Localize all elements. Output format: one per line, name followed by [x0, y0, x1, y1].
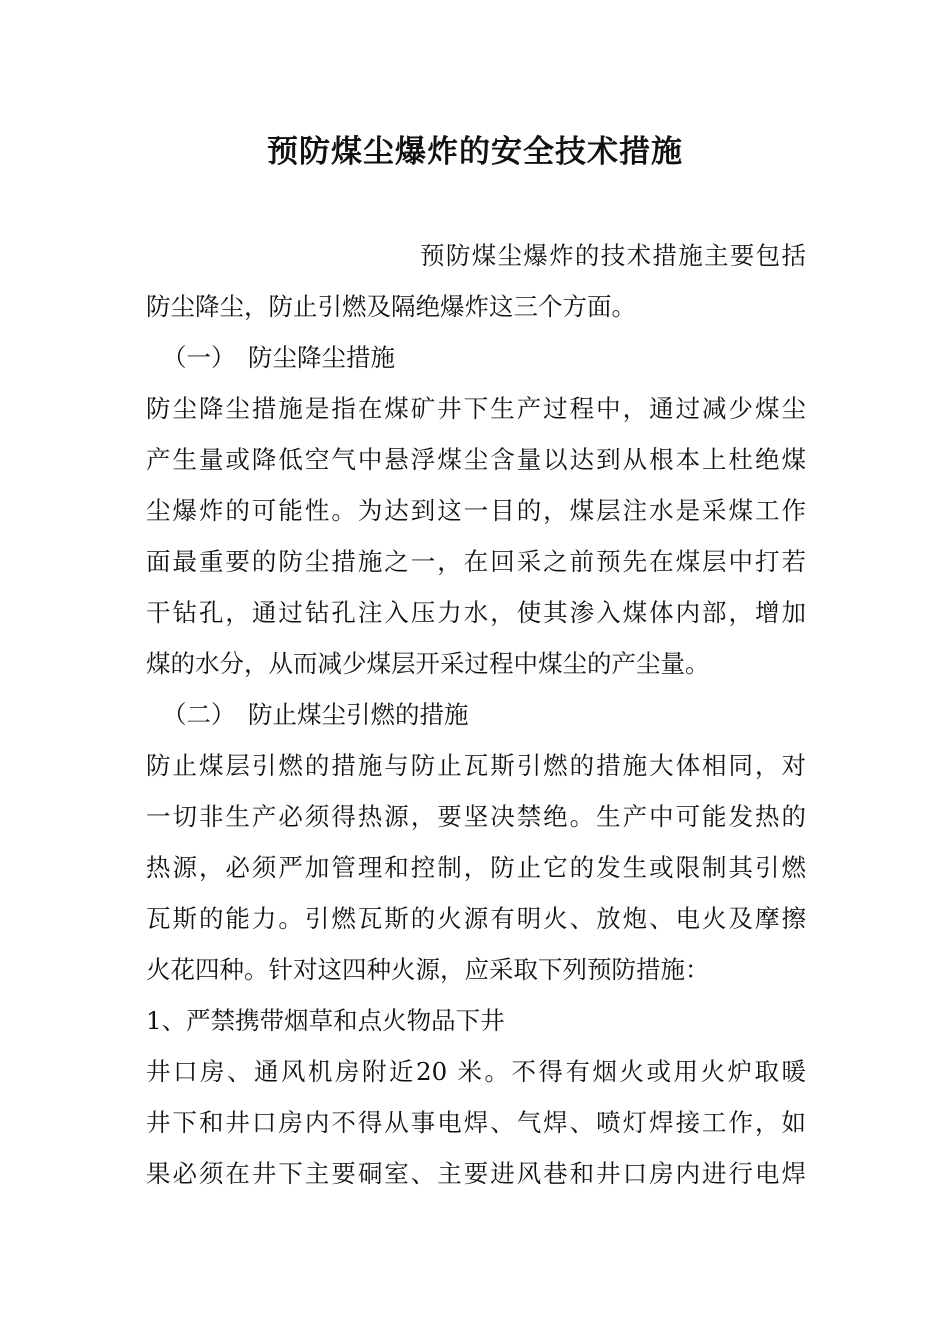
list-item-heading: 1、严禁携带烟草和点火物品下井 [146, 1006, 505, 1035]
paragraph-line: 面最重要的防尘措施之一，在回采之前预先在煤层中打若 [146, 547, 806, 576]
paragraph-line: 井口房、通风机房附近20 米。不得有烟火或用火炉取暖 [146, 1057, 806, 1086]
paragraph-line: 产生量或降低空气中悬浮煤尘含量以达到从根本上杜绝煤 [146, 445, 806, 474]
paragraph-line: 热源，必须严加管理和控制，防止它的发生或限制其引燃 [146, 853, 806, 882]
section-number-1: （一） [162, 343, 236, 372]
section-title-1: 防尘降尘措施 [248, 343, 395, 372]
paragraph-line: 瓦斯的能力。引燃瓦斯的火源有明火、放炮、电火及摩擦 [146, 904, 806, 933]
paragraph-line: 火花四种。针对这四种火源，应采取下列预防措施： [146, 955, 710, 984]
paragraph-line: 尘爆炸的可能性。为达到这一目的，煤层注水是采煤工作 [146, 496, 806, 525]
intro-line-1: 预防煤尘爆炸的技术措施主要包括 [420, 241, 806, 270]
paragraph-line: 井下和井口房内不得从事电焊、气焊、喷灯焊接工作，如 [146, 1108, 806, 1137]
intro-line-2: 防尘降尘，防止引燃及隔绝爆炸这三个方面。 [146, 292, 636, 321]
paragraph-line: 干钻孔，通过钻孔注入压力水，使其渗入煤体内部，增加 [146, 598, 806, 627]
paragraph-line: 果必须在井下主要硐室、主要进风巷和井口房内进行电焊 [146, 1159, 806, 1188]
paragraph-line: 煤的水分，从而减少煤层开采过程中煤尘的产尘量。 [146, 649, 710, 678]
section-number-2: （二） [162, 700, 236, 729]
paragraph-line: 一切非生产必须得热源，要坚决禁绝。生产中可能发热的 [146, 802, 806, 831]
section-title-2: 防止煤尘引燃的措施 [248, 700, 469, 729]
document-title: 预防煤尘爆炸的安全技术措施 [267, 134, 683, 170]
paragraph-line: 防尘降尘措施是指在煤矿井下生产过程中，通过减少煤尘 [146, 394, 806, 423]
section-heading-2 [162, 689, 822, 741]
paragraph-line: 防止煤层引燃的措施与防止瓦斯引燃的措施大体相同，对 [146, 751, 806, 780]
section-heading-1 [162, 332, 822, 384]
